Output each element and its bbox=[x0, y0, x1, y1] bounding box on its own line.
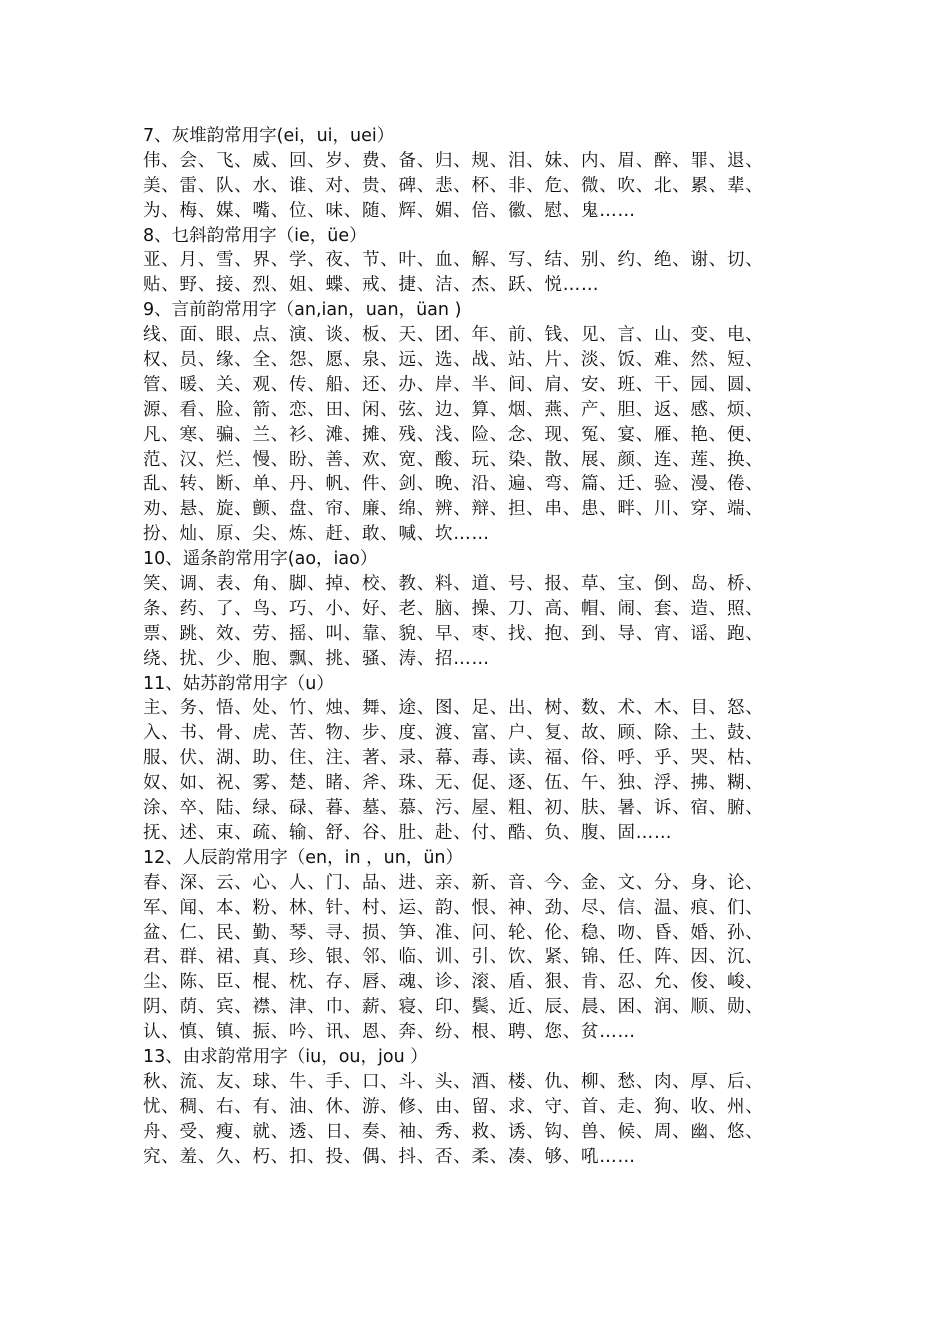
section-heading-youqiu: 13、由求韵常用字（iu，ou，jou ） bbox=[143, 1046, 428, 1067]
character-line: 凡、寒、骗、兰、衫、滩、摊、残、浅、险、念、现、冤、宴、雁、艳、便、 bbox=[143, 424, 764, 445]
section-heading-gusu: 11、姑苏韵常用字（u） bbox=[143, 673, 334, 694]
character-line: 管、暖、关、观、传、船、还、办、岸、半、间、肩、安、班、干、园、圆、 bbox=[143, 374, 764, 395]
character-line: 服、伏、湖、助、住、注、著、录、幕、毒、读、福、俗、呼、乎、哭、枯、 bbox=[143, 748, 764, 769]
character-line: 尘、陈、臣、棍、枕、存、唇、魂、诊、滚、盾、狠、肯、忍、允、俊、峻、 bbox=[143, 972, 764, 993]
character-line: 君、群、裙、真、珍、银、邻、临、训、引、饮、紧、锦、任、阵、因、沉、 bbox=[143, 947, 764, 968]
character-line: 舟、受、瘦、就、透、日、奏、袖、秀、救、诱、钩、兽、候、周、幽、悠、 bbox=[143, 1121, 764, 1142]
section-heading-miexie: 8、乜斜韵常用字（ie，üe） bbox=[143, 225, 367, 246]
character-line: 源、看、脸、箭、恋、田、闲、弦、边、算、烟、燕、产、胆、返、感、烦、 bbox=[143, 399, 764, 420]
character-line: 阴、荫、宾、襟、津、巾、薪、寝、印、鬓、近、辰、晨、困、润、顺、勋、 bbox=[143, 997, 764, 1018]
character-line: 扮、灿、原、尖、炼、赶、敢、喊、坎…… bbox=[143, 524, 490, 545]
character-line: 究、羞、久、朽、扣、投、偶、抖、否、柔、凑、够、吼…… bbox=[143, 1146, 636, 1167]
section-heading-yanqian: 9、言前韵常用字（an,ian，uan，üan ) bbox=[143, 300, 462, 321]
character-line: 秋、流、友、球、牛、手、口、斗、头、酒、楼、仇、柳、愁、肉、厚、后、 bbox=[143, 1071, 764, 1092]
character-line: 线、面、眼、点、演、谈、板、天、团、年、前、钱、见、言、山、变、电、 bbox=[143, 325, 764, 346]
character-line: 认、慎、镇、振、吟、讯、恩、奔、纷、根、聘、您、贫…… bbox=[143, 1022, 636, 1043]
character-line: 乱、转、断、单、丹、帆、件、剑、晚、沿、遍、弯、篇、迁、验、漫、倦、 bbox=[143, 474, 764, 495]
section-heading-huidui: 7、灰堆韵常用字(ei，ui，uei） bbox=[143, 126, 395, 146]
character-line: 涂、卒、陆、绿、碌、暮、墓、慕、污、屋、粗、初、肤、暑、诉、宿、腑、 bbox=[143, 798, 764, 819]
character-line: 为、梅、媒、嘴、位、味、随、辉、媚、倍、徽、慰、鬼…… bbox=[143, 200, 636, 221]
character-line: 权、员、缘、全、怨、愿、泉、远、选、战、站、片、淡、饭、难、然、短、 bbox=[143, 350, 764, 371]
character-line: 条、药、了、鸟、巧、小、好、老、脑、操、刀、高、帽、闹、套、造、照、 bbox=[143, 598, 764, 619]
character-line: 票、跳、效、劳、摇、叫、靠、貌、早、枣、找、抱、到、导、宵、谣、跑、 bbox=[143, 623, 764, 644]
section-heading-yaotiao: 10、遥条韵常用字(ao，iao） bbox=[143, 549, 378, 570]
character-line: 主、务、悟、处、竹、烛、舞、途、图、足、出、树、数、术、木、目、怒、 bbox=[143, 698, 764, 719]
character-line: 军、闻、本、粉、林、针、村、运、韵、恨、神、劲、尽、信、温、痕、们、 bbox=[143, 897, 764, 918]
character-line: 忧、稠、右、有、油、休、游、修、由、留、求、守、首、走、狗、收、州、 bbox=[143, 1096, 764, 1117]
character-line: 绕、扰、少、胞、飘、挑、骚、涛、招…… bbox=[143, 648, 490, 669]
character-line: 盆、仁、民、勤、琴、寻、损、笋、准、问、轮、伦、稳、吻、昏、婚、孙、 bbox=[143, 922, 764, 943]
character-line: 奴、如、祝、雾、楚、睹、斧、珠、无、促、逐、伍、午、独、浮、拂、糊、 bbox=[143, 773, 764, 794]
character-line: 贴、野、接、烈、姐、蝶、戒、捷、洁、杰、跃、悦…… bbox=[143, 275, 600, 296]
character-line: 劝、悬、旋、颤、盘、帘、廉、绵、辨、辩、担、串、患、畔、川、穿、端、 bbox=[143, 499, 764, 520]
document-page bbox=[143, 124, 803, 1169]
character-line: 伟、会、飞、威、回、岁、费、备、归、规、泪、妹、内、眉、醉、罪、退、 bbox=[143, 150, 764, 171]
character-line: 亚、月、雪、界、学、夜、节、叶、血、解、写、结、别、约、绝、谢、切、 bbox=[143, 250, 764, 271]
character-line: 笑、调、表、角、脚、掉、校、教、料、道、号、报、草、宝、倒、岛、桥、 bbox=[143, 574, 764, 595]
character-line: 范、汉、烂、慢、盼、善、欢、宽、酸、玩、染、散、展、颜、连、莲、换、 bbox=[143, 449, 764, 470]
section-heading-renchen: 12、人辰韵常用字（en，in ，un，ün） bbox=[143, 847, 464, 868]
character-line: 美、雷、队、水、谁、对、贵、碑、悲、杯、非、危、微、吹、北、累、辈、 bbox=[143, 175, 764, 196]
character-line: 入、书、骨、虎、苦、物、步、度、渡、富、户、复、故、顾、除、土、鼓、 bbox=[143, 723, 764, 744]
character-line: 春、深、云、心、人、门、品、进、亲、新、音、今、金、文、分、身、论、 bbox=[143, 872, 764, 893]
character-line: 抚、述、束、疏、输、舒、谷、肚、赴、付、酷、负、腹、固…… bbox=[143, 822, 673, 843]
